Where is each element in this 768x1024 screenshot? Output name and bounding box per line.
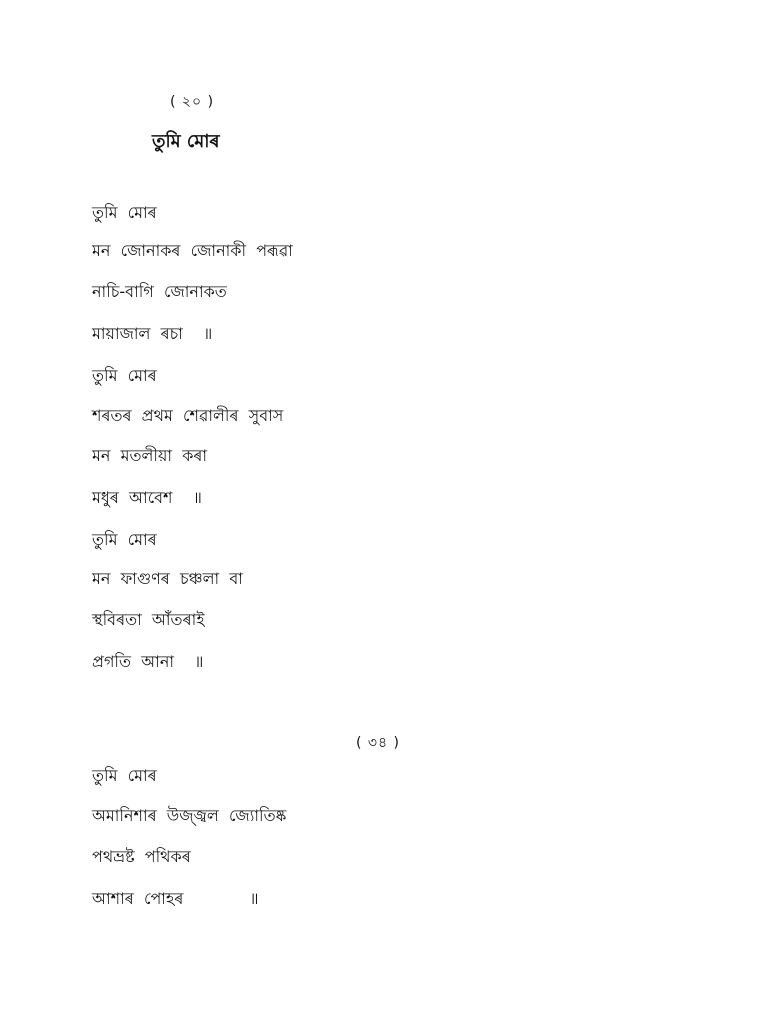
poem-line: আশাৰ পোহৰ ॥ xyxy=(92,889,259,908)
poem-line: পথভ্ৰষ্ট পথিকৰ xyxy=(92,847,191,866)
poem-line: মন ফাগুণৰ চঞ্চলা বা xyxy=(92,569,243,588)
poem-line: মধুৰ আবেশ ॥ xyxy=(92,488,202,507)
poem-line: অমানিশাৰ উজ্জ্বল জ্যোতিষ্ক xyxy=(92,806,287,825)
poem-line: মায়াজাল ৰচা ॥ xyxy=(92,324,213,343)
poem-line: নাচি-বাগি জোনাকত xyxy=(92,282,227,301)
poem-line: তুমি মোৰ xyxy=(92,366,157,385)
poem-line: স্থবিৰতা আঁতৰাই xyxy=(92,610,205,629)
poem-line: প্ৰগতি আনা ॥ xyxy=(92,652,204,671)
poem-line: তুমি মোৰ xyxy=(92,203,157,222)
page-number-middle: ( ৩৪ ) xyxy=(356,735,401,751)
poem-line: তুমি মোৰ xyxy=(92,530,157,549)
poem-title: তুমি মোৰ xyxy=(152,131,220,152)
poem-line: মন জোনাকৰ জোনাকী পৰূৱা xyxy=(92,241,293,260)
poem-line: তুমি মোৰ xyxy=(92,766,157,785)
poem-line: মন মতলীয়া কৰা xyxy=(92,446,208,465)
page-number-top: ( ২০ ) xyxy=(170,94,215,110)
poem-line: শৰতৰ প্ৰথম শেৱালীৰ সুবাস xyxy=(92,406,284,425)
